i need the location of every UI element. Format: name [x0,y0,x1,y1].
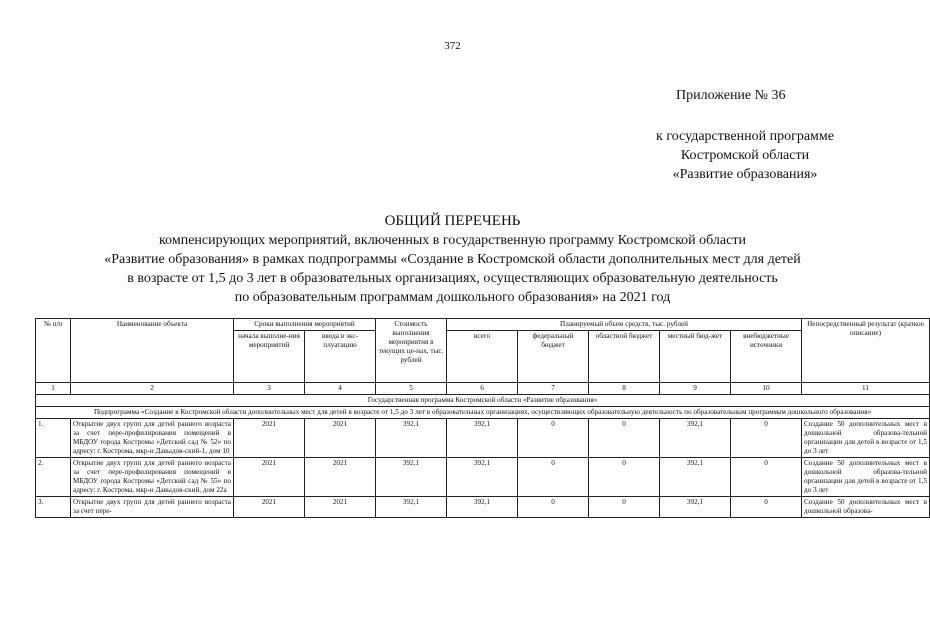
row-result: Создание 50 дополнительных мест в дошкольной образова- [802,497,930,518]
row-start: 2021 [234,497,305,518]
row-num: 3. [36,497,71,518]
row-commission: 2021 [305,419,376,458]
column-number: 11 [802,383,930,395]
row-regional: 0 [589,458,660,497]
row-total: 392,1 [447,419,518,458]
row-commission: 2021 [305,458,376,497]
column-number: 10 [731,383,802,395]
title-line: компенсирующих мероприятий, включенных в государственную программу Костромской области [159,233,746,248]
row-local: 392,1 [660,458,731,497]
header-terms: Сроки выполнения мероприятий [234,319,376,331]
header-cost: Стоимость выполнения мероприятия в текущих це-нах, тыс. рублей [376,319,447,383]
subprogram-row: Подпрограмма «Создание в Костромской области дополнительных мест для детей в возрасте от 1,5 до 3 лет в образовательных организациях, осуществляющих образовательную деятельность по образовательным программам дошкольного образования» [36,407,930,419]
appendix-label: Приложение № 36 [676,88,786,103]
header-planned: Планируемый объем средств, тыс. рублей [447,319,802,331]
column-number: 6 [447,383,518,395]
header-extra: внебюджетные источники [731,331,802,383]
program-line: к государственной программе [656,129,834,144]
program-line: «Развитие образования» [672,167,818,182]
column-number: 2 [71,383,234,395]
row-regional: 0 [589,497,660,518]
header-federal: федеральный бюджет [518,331,589,383]
page-number: 372 [444,40,461,52]
header-terms-commission: ввода в экс-плуатацию [305,331,376,383]
row-total: 392,1 [447,458,518,497]
header-regional: областной бюджет [589,331,660,383]
column-number: 5 [376,383,447,395]
table-row [36,458,930,497]
row-cost: 392,1 [376,497,447,518]
column-number: 4 [305,383,376,395]
column-number: 9 [660,383,731,395]
title-main: ОБЩИЙ ПЕРЕЧЕНЬ [384,213,521,229]
row-federal: 0 [518,497,589,518]
table-row [36,419,930,458]
row-num: 2. [36,458,71,497]
header-name: Наименование объекта [71,319,234,383]
column-number: 3 [234,383,305,395]
row-federal: 0 [518,419,589,458]
document-title [40,212,865,307]
title-line: по образовательным программам дошкольного образования» на 2021 год [234,290,671,305]
row-result: Создание 50 дополнительных мест в дошкольной образова-тельной организации для детей в возрасте от 1,5 до 3 лет [802,419,930,458]
row-num: 1. [36,419,71,458]
table-row [36,497,930,518]
row-object-name: Открытие двух групп для детей раннего возраста за счет пере-профилирования помещений в МБДОУ города Костромы «Детский сад № 52» по адресу: г. Кострома, мкр-н Давыдов-ский-1, дом 10 [71,419,234,458]
program-line: Костромской области [680,148,810,163]
title-line: «Развитие образования» в рамках подпрограммы «Создание в Костромской области дополнительных мест для детей [104,252,801,267]
header-local: местный бюд-жет [660,331,731,383]
row-local: 392,1 [660,419,731,458]
row-extra: 0 [731,497,802,518]
row-total: 392,1 [447,497,518,518]
measures-table [35,318,930,518]
row-cost: 392,1 [376,458,447,497]
column-number: 1 [36,383,71,395]
column-number: 8 [589,383,660,395]
header-result: Непосредственный результат (краткое описание) [802,319,930,383]
state-program-row: Государственная программа Костромской области «Развитие образования» [36,395,930,407]
row-object-name: Открытие двух групп для детей раннего возраста за счет пере- [71,497,234,518]
row-start: 2021 [234,458,305,497]
row-object-name: Открытие двух групп для детей раннего возраста за счет пере-профилирования помещений в МБДОУ города Костромы «Детский сад № 55» по адресу: г. Кострома, мкр-н Давыдов-ский, дом 22а [71,458,234,497]
header-total: всего [447,331,518,383]
row-start: 2021 [234,419,305,458]
row-extra: 0 [731,419,802,458]
program-reference [600,127,890,184]
row-cost: 392,1 [376,419,447,458]
row-regional: 0 [589,419,660,458]
title-line: в возрасте от 1,5 до 3 лет в образовательных организациях, осуществляющих образовательную деятельность [127,271,778,286]
header-terms-start: начала выполне-ния мероприятий [234,331,305,383]
row-local: 392,1 [660,497,731,518]
row-extra: 0 [731,458,802,497]
row-commission: 2021 [305,497,376,518]
header-num: № п/п [36,319,71,383]
row-result: Создание 50 дополнительных мест в дошкольной образова-тельной организации для детей в возрасте от 1,5 до 3 лет [802,458,930,497]
column-number: 7 [518,383,589,395]
row-federal: 0 [518,458,589,497]
